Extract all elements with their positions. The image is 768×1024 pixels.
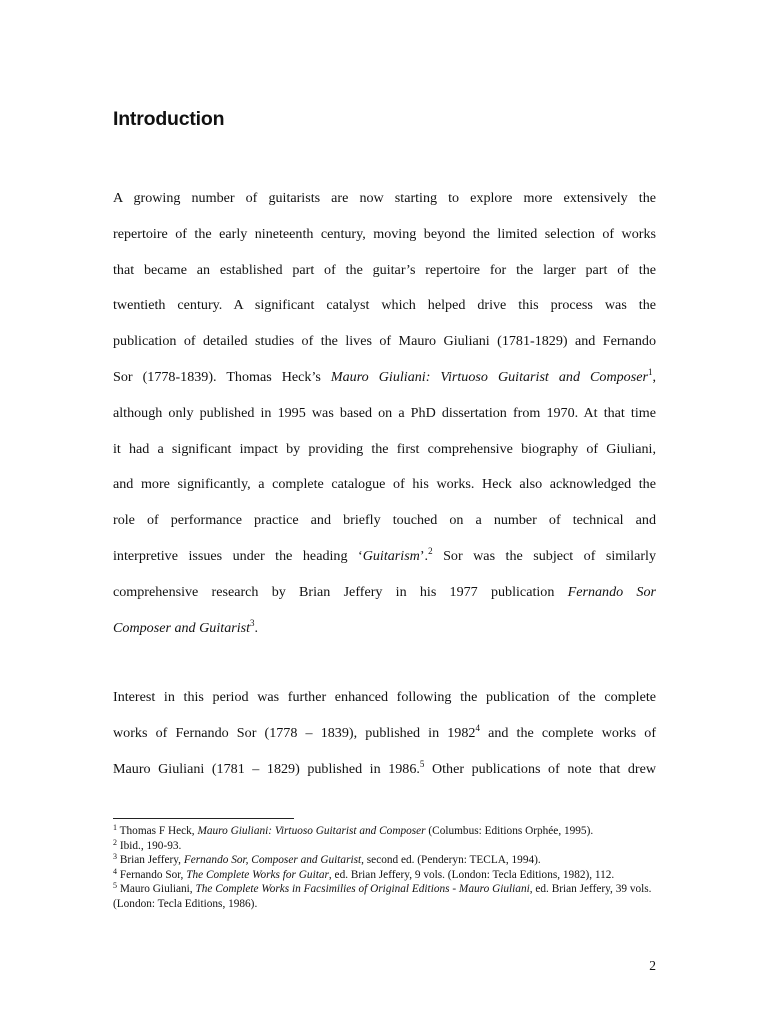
footnote-number: 2 [113,837,117,847]
book-title-heck: Mauro Giuliani: Virtuoso Guitarist and Composer [330,368,648,385]
footnote-title: Fernando Sor, Composer and Guitarist [183,854,362,867]
footnote-text: Thomas F Heck, [117,825,198,837]
text-line [113,752,656,788]
footnote-title: Mauro Giuliani: Virtuoso Guitarist and Composer [197,825,426,837]
footnote-text: Fernando Sor, [117,868,187,881]
text-run: Sor was the subject of similarly [432,547,656,564]
text-run: Sor (1778-1839). Thomas Heck’s [113,368,331,385]
text-line [113,716,656,752]
footnote-text: Brian Jeffery, [117,854,184,867]
footnote-separator [113,818,294,819]
text-line: although only published in 1995 was based on a PhD dissertation from 1970. At that time [113,404,656,421]
text-line: twentieth century. A significant catalyst which helped drive this process was the [113,297,656,314]
footnote-text: Ibid., 190-93. [117,839,182,852]
text-line: Interest in this period was further enhanced following the publication of the complete [113,689,656,705]
text-run: interpretive issues under the heading ‘ [113,547,363,564]
paragraph-1 [113,181,656,646]
footnote-5 [113,882,656,911]
text-line [113,360,656,396]
book-title-jeffery-cont: Composer and Guitarist [113,619,251,636]
text-line: it had a significant impact by providing the first comprehensive biography of Giuliani, [113,440,656,457]
footnote-number: 1 [113,823,117,832]
text-line: A growing number of guitarists are now starting to explore more extensively the [113,190,656,206]
footnote-text: , ed. Brian Jeffery, 9 vols. (London: Tecla Editions, 1982), 112. [328,868,615,881]
footnote-number: 5 [113,881,117,891]
footnotes [113,824,656,912]
footnote-ref-5[interactable]: 5 [419,758,425,769]
footnote-2 [113,839,656,854]
footnote-ref-1[interactable]: 1 [647,366,653,377]
text-run: Mauro Giuliani (1781 – 1829) published in 1986. [113,760,420,777]
text-run: ’. [419,547,429,564]
footnote-text: Mauro Giuliani, [117,883,196,896]
paragraph-2 [113,680,656,787]
footnote-4 [113,868,656,883]
text-run: Other publications of note that drew [424,760,657,777]
text-line: and more significantly, a complete catalogue of his works. Heck also acknowledged the [113,476,656,493]
text-line: repertoire of the early nineteenth century, moving beyond the limited selection of works [113,225,656,242]
text-run: works of Fernando Sor (1778 – 1839), published in 1982 [113,724,476,741]
footnote-title: The Complete Works for Guitar [186,868,329,881]
text-run: , [652,368,656,385]
text-line: role of performance practice and briefly touched on a number of technical and [113,512,656,529]
section-heading: Introduction [113,108,225,130]
footnote-title: The Complete Works in Facsimilies of Original Editions - Mauro Giuliani [195,883,530,896]
footnote-text: , second ed. (Penderyn: TECLA, 1994). [361,854,541,867]
text-line [113,539,656,575]
footnote-number: 3 [113,852,117,862]
footnote-3 [113,853,656,868]
text-run: comprehensive research by Brian Jeffery in his 1977 publication [113,583,568,600]
book-title-jeffery: Fernando Sor [567,583,657,600]
footnote-text: , ed. Brian Jeffery, 39 vols. (London: Tecla Editions, 1986). [113,883,652,910]
text-line [113,611,656,647]
text-line: publication of detailed studies of the lives of Mauro Giuliani (1781-1829) and Fernando [113,333,656,350]
text-run: and the complete works of [479,724,657,741]
footnote-ref-4[interactable]: 4 [475,722,480,733]
footnote-ref-2[interactable]: 2 [428,545,433,556]
footnote-number: 4 [113,866,117,876]
text-line: that became an established part of the guitar’s repertoire for the larger part of the [113,261,656,278]
footnote-1 [113,824,656,839]
text-line [113,575,656,611]
footnote-text: (Columbus: Editions Orphée, 1995). [425,825,594,837]
term-guitarism: Guitarism [362,547,420,564]
page-number: 2 [649,958,656,973]
text-run: . [254,619,259,636]
footnote-ref-3[interactable]: 3 [250,617,255,628]
